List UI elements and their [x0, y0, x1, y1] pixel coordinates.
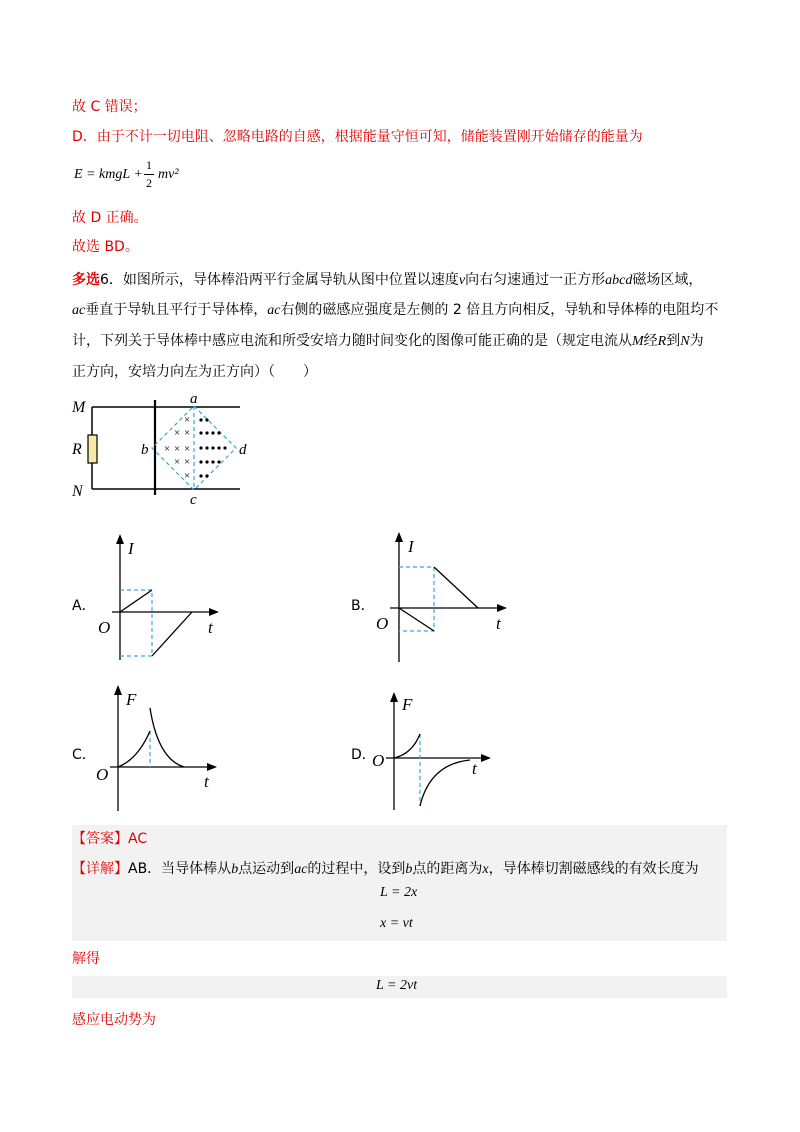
answer-line: [72, 829, 147, 849]
multi-select-tag: 多选: [72, 272, 100, 288]
var-b: b: [405, 862, 413, 877]
option-d-xlabel: t: [472, 759, 477, 778]
energy-eq-rhs: mv²: [158, 167, 179, 182]
var-R: R: [657, 334, 667, 349]
label-N: N: [72, 483, 83, 500]
option-d-origin: O: [372, 751, 385, 770]
label-M: M: [72, 399, 86, 416]
option-b-ylabel: I: [408, 537, 414, 556]
detail-text: AB．当导体棒从: [128, 861, 232, 877]
question-line-2: [72, 300, 718, 321]
question-number: 6．: [100, 272, 123, 288]
circuit-diagram: [68, 392, 268, 512]
detail-text: 点的距离为: [412, 861, 483, 877]
option-c-xlabel: t: [204, 772, 209, 791]
var-M: M: [632, 334, 644, 349]
detail-text: ，导体棒切割磁感线的有效长度为: [488, 861, 699, 877]
option-a-ylabel: I: [128, 539, 134, 558]
label-b: b: [141, 442, 149, 458]
option-a-xlabel: t: [208, 618, 213, 637]
question-line-1: [72, 270, 702, 291]
svg-text:×: ×: [174, 443, 181, 455]
fraction-bar: [144, 174, 154, 175]
label-a: a: [190, 392, 198, 407]
option-a-label: A．: [72, 598, 96, 614]
equation-L-2vt: L = 2vt: [376, 978, 418, 993]
label-R: R: [72, 441, 82, 458]
label-c: c: [190, 492, 197, 508]
option-b-xlabel: t: [496, 614, 501, 633]
option-b-label: B．: [351, 598, 375, 614]
detail-text: 点运动到: [238, 861, 295, 877]
question-text: 计，下列关于导体棒中感应电流和所受安培力随时间变化的图像可能正确的是（规定电流从: [72, 333, 632, 349]
var-ac: ac: [72, 303, 86, 318]
question-text: 磁场区域，: [632, 272, 703, 288]
option-d-ylabel: F: [402, 695, 413, 714]
question-line-4: 正方向，安培力向左为正方向）（ ）: [72, 364, 317, 380]
option-d-label: D．: [351, 747, 376, 763]
option-c-origin: O: [96, 765, 109, 784]
option-d-graph: [372, 690, 502, 815]
option-b-graph: [372, 530, 517, 665]
svg-text:×: ×: [184, 443, 191, 455]
var-x: x: [482, 862, 489, 877]
question-text: 如图所示，导体棒沿两平行金属导轨从图中位置以速度: [122, 272, 459, 288]
svg-text:×: ×: [174, 427, 181, 439]
svg-text:×: ×: [174, 456, 181, 468]
detail-text: 的过程中，设到: [307, 861, 406, 877]
detail-label: 【详解】: [72, 861, 128, 877]
question-text: 为: [689, 333, 704, 349]
question-text: 右侧的磁感应强度是左侧的 2 倍且方向相反，导轨和导体棒的电阻均不: [280, 302, 719, 318]
energy-eq-lhs: E = kmgL +: [74, 167, 143, 182]
var-b: b: [231, 862, 239, 877]
d-correct-text: 故 D 正确。: [72, 210, 148, 226]
c-wrong-text: 故 C 错误；: [72, 99, 147, 115]
svg-text:×: ×: [184, 427, 191, 439]
field-into-page: [164, 414, 190, 482]
var-v: v: [458, 273, 466, 288]
option-a-origin: O: [98, 618, 111, 637]
equation-x-vt: x = vt: [380, 916, 413, 931]
equation-L-2x: L = 2x: [380, 885, 418, 900]
question-text: 到: [666, 333, 681, 349]
svg-text:×: ×: [184, 470, 191, 482]
option-c-graph: [92, 683, 232, 813]
emf-text: 感应电动势为: [72, 1012, 156, 1028]
option-a-graph: [92, 532, 232, 662]
energy-eq-num: 1: [146, 158, 152, 172]
svg-text:×: ×: [184, 414, 191, 426]
svg-text:×: ×: [184, 456, 191, 468]
detail-line: [72, 859, 699, 880]
d-explanation-text: D．由于不计一切电阻、忽略电路的自感，根据能量守恒可知，储能装置刚开始储存的能量为: [72, 129, 643, 145]
question-text: 经: [643, 333, 658, 349]
var-abcd: abcd: [605, 273, 633, 288]
question-text: 垂直于导轨且平行于导体棒，: [85, 302, 268, 318]
resistor: [88, 435, 97, 463]
var-ac: ac: [267, 303, 281, 318]
var-N: N: [680, 334, 690, 349]
field-out-of-page: [199, 418, 226, 477]
choose-text: 故选 BD。: [72, 239, 139, 255]
answer-label: 【答案】: [72, 831, 128, 847]
option-c-label: C．: [72, 747, 96, 763]
question-line-3: [72, 331, 704, 352]
energy-eq-den: 2: [146, 176, 152, 190]
label-d: d: [239, 442, 247, 458]
answer-value: AC: [128, 831, 148, 847]
option-b-origin: O: [376, 614, 389, 633]
svg-text:×: ×: [164, 443, 171, 455]
question-text: 向右匀速通过一正方形: [465, 272, 606, 288]
solve-text: 解得: [72, 951, 100, 967]
var-ac: ac: [294, 862, 308, 877]
option-c-ylabel: F: [126, 690, 137, 709]
